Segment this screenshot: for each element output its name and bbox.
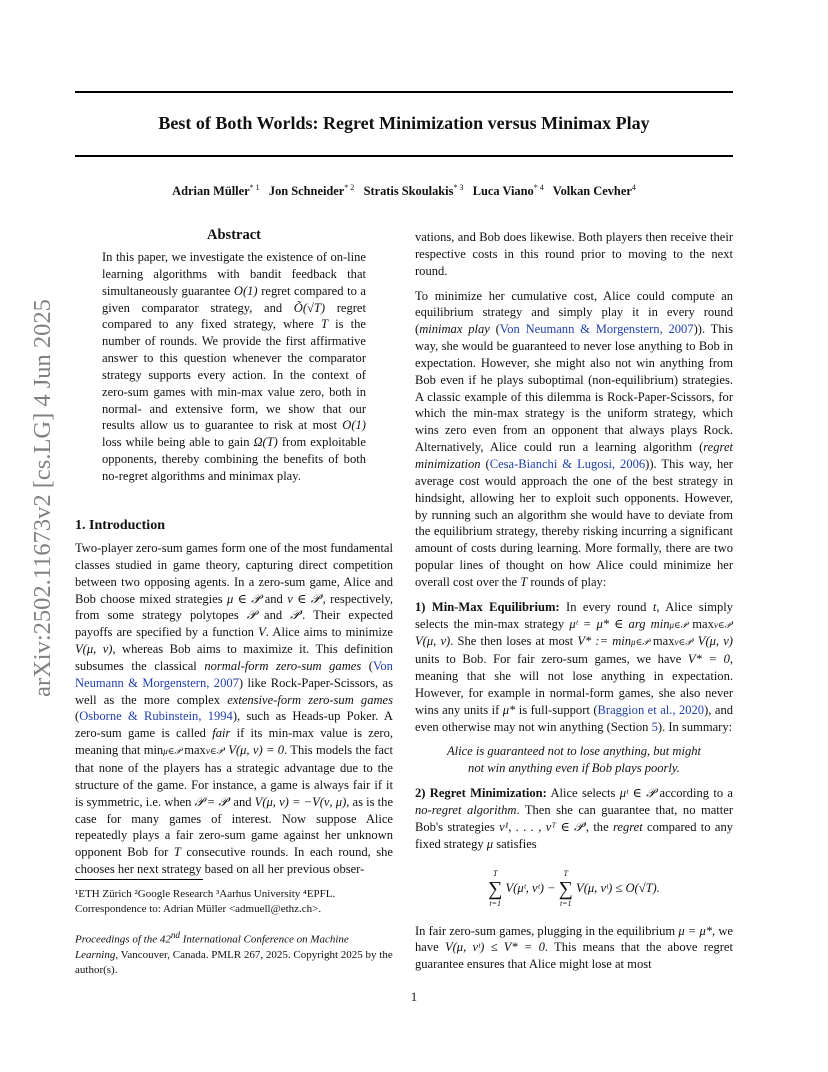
citation-link[interactable]: Von Neumann & Morgenstern, 2007 [75,658,393,690]
proceedings-note: Proceedings of the 42nd International Conference on Machine Learning, Vancouver, Canada. PMLR 267, 2025. Copyright 2025 by the author(s). [75,930,393,976]
author-name: Luca Viano [472,184,534,199]
sum-operator: T ∑ t=1 [558,868,573,908]
paragraph: To minimize her cumulative cost, Alice could compute an equilibrium strategy and simply play it in every round (minimax play (Von Neumann & Morgenstern, 2007)). This way, she would be guaranteed to never lose anything to Bob in expectation. However, she might also not win anything from Bob even if he plays suboptimal (non-equilibrium) strategies. A classic example of this dilemma is Rock-Paper-Scissors, for which the min-max strategy is the uniform strategy, which wins zero even from an opponent that always plays Rock. Alternatively, Alice could run a learning algorithm (regret minimization (Cesa-Bianchi & Lugosi, 2006)). This way, her average cost would approach the one of the best strategy in hindsight, allowing her to exploit such opponents. However, by running such an algorithm she would have to deviate from the equilibrium strategy, thereby risking incurring a significant amount of costs during learning. More formally, there are two popular lines of thought on how Alice could minimize her overall cost over the T rounds of play: [415,288,733,589]
arxiv-stamp [28,299,58,697]
continuation-paragraph: vations, and Bob does likewise. Both players then receive their respective costs in this round prior to moving to the next round. [415,230,733,278]
summary-quote: Alice is guaranteed not to lose anything, but might not win anything even if Bob plays poorly. [446,744,702,776]
author-mark: * 1 [249,183,260,192]
introduction-paragraph: Two-player zero-sum games form one of the most fundamental classes studied in game theory, capturing direct competition between two opposing agents. In a zero-sum game, Alice and Bob choose mixed strategies μ ∈ 𝒫 and ν ∈ 𝒫′, respectively, from some strategy polytopes 𝒫 and 𝒫′. Their expected payoffs are specified by a function V. Alice aims to minimize V(μ, ν), whereas Bob aims to maximize it. This definition subsumes the classical normal-form zero-sum games (Von Neumann & Morgenstern, 2007) like Rock-Paper-Scissors, as well as the more complex extensive-form zero-sum games (Osborne & Rubinstein, 1994), such as Heads-up Poker. A zero-sum game is called fair if its min-max value is zero, meaning that minμ∈𝒫 maxν∈𝒫′ V(μ, ν) = 0. This models the fact that none of the players has a strategic advantage due to the structure of the game. For instance, a game is always fair if it is symmetric, i.e. when 𝒫 = 𝒫′ and V(μ, ν) = −V(ν, μ), as is the case for many games of interest. Now suppose Alice repeatedly plays a fair zero-sum game against her unknown opponent Bob for T consecutive rounds. In each round, she chooses her next strategy based on all her previous obser- [75,541,394,877]
citation-link[interactable]: Cesa-Bianchi & Lugosi, 2006 [489,456,646,471]
author-name: Stratis Skoulakis [363,184,454,199]
right-column-body [415,229,733,981]
section-heading-introduction: 1. Introduction [75,518,165,533]
author-mark: 4 [631,183,636,192]
author-mark: * 3 [453,183,464,192]
sum-operator: T ∑ t=1 [488,868,503,908]
footnote [75,887,393,917]
footnote-affiliations: ¹ETH Zürich ²Google Research ³Aarhus University ⁴EPFL. [75,888,336,900]
citation-link[interactable]: Braggion et al., 2020 [597,702,705,717]
paragraph: In fair zero-sum games, plugging in the equilibrium μ = μ*, we have V(μ, νᵗ) ≤ V* = 0. This means that the above regret guarantee ensures that Alice might lose at most [415,923,733,972]
author-mark: * 2 [344,183,355,192]
author-name: Jon Schneider [268,184,345,199]
paragraph-regret: 2) Regret Minimization: Alice selects μᵗ ∈ 𝒫 according to a no-regret algorithm. Then she can guarantee that, no matter Bob's strategies ν¹, . . . , νᵀ ∈ 𝒫′, the regret compared to any fixed strategy μ satisfies [415,786,734,851]
author-mark: * 4 [533,183,544,192]
paragraph-minmax: 1) Min-Max Equilibrium: In every round t, Alice simply selects the min-max strategy μᵗ = μ* ∈ arg minμ∈𝒫 maxν∈𝒫′ V(μ, ν). She then loses at most V* := minμ∈𝒫 maxν∈𝒫′ V(μ, ν) units to Bob. For fair zero-sum games, we have V* = 0, meaning that she will not lose anything in expectation. However, for example in normal-form games, she also never wins any units if μ* is full-support (Braggion et al., 2020), and even otherwise may not win anything (Section 5). In summary: [415,599,733,734]
citation-link[interactable]: Von Neumann & Morgenstern, 2007 [499,322,694,337]
section-link[interactable]: 5 [651,719,658,734]
paper-title: Best of Both Worlds: Regret Minimization versus Minimax Play [158,113,650,133]
title-rule-bottom [75,155,733,157]
author-list [75,183,733,199]
page-number: 1 [410,990,418,1004]
abstract-body: In this paper, we investigate the existence of on-line learning algorithms with bandit feedback that simultaneously guarantee O(1) regret compared to a given comparator strategy, and Õ(√T) regret compared to any fixed strategy, where T is the number of rounds. We provide the first affirmative answer to this question whenever the comparator strategy supports every action. In the context of zero-sum games with min-max value zero, both in normal- and extensive form, we show that our results allow us to guarantee to risk at most O(1) loss while being able to gain Ω(T) from exploitable opponents, thereby combining the benefits of both no-regret algorithms and minimax play. [102,250,366,483]
citation-link[interactable]: Osborne & Rubinstein, 1994 [79,709,233,724]
footnote-correspondence: Correspondence to: Adrian Müller <admuell@ethz.ch>. [75,903,322,915]
top-rule-thick [75,91,733,93]
author-name: Volkan Cevher [552,184,632,199]
regret-equation: T ∑ t=1 V(μᵗ, νᵗ) − T ∑ t=1 V(μ, νᵗ) ≤ O(√T). [488,868,660,908]
arxiv-id[interactable]: arXiv:2502.11673v2 [cs.LG] 4 Jun 2025 [29,299,56,697]
footnote-rule [75,879,203,880]
abstract-heading: Abstract [207,227,261,243]
author-name: Adrian Müller [172,184,250,199]
